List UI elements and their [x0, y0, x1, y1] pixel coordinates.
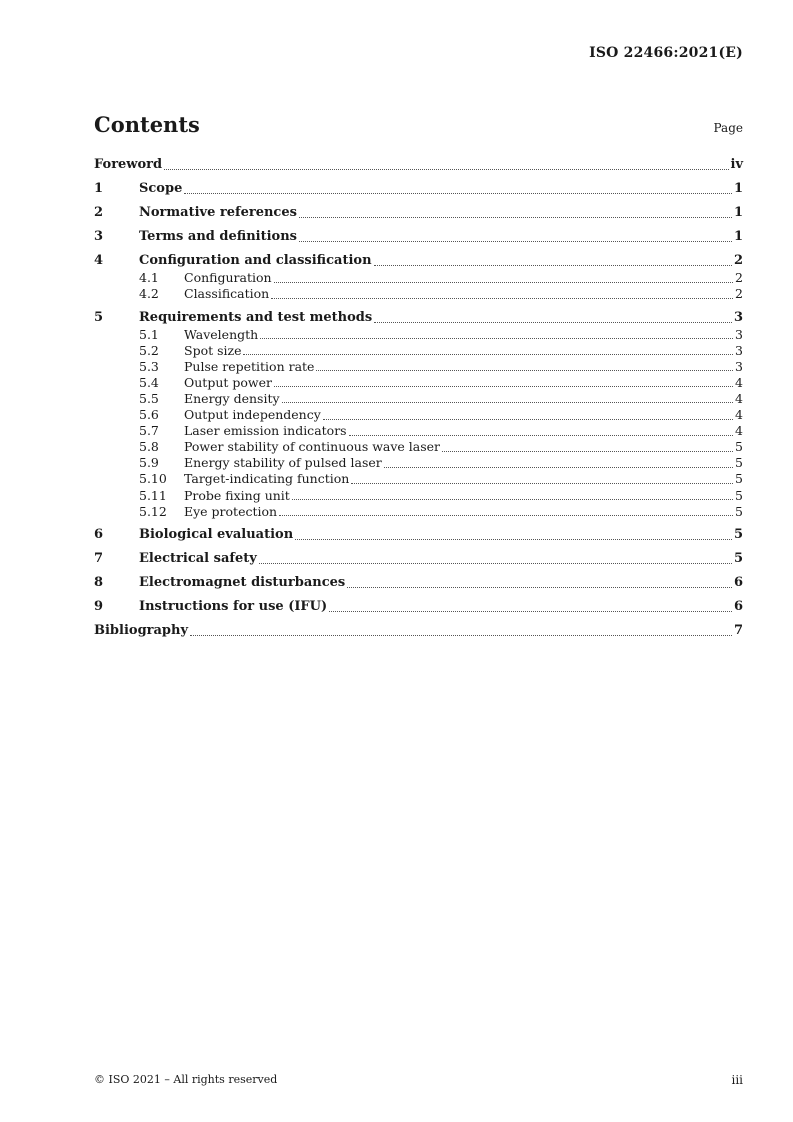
- toc-entry-label: Electrical safety: [139, 551, 257, 567]
- toc-entry-label: Eye protection: [184, 503, 278, 519]
- toc-entry-number: 5.5: [139, 390, 159, 406]
- toc-entry-number: 8: [94, 575, 104, 591]
- toc-entry-page: 4: [735, 423, 743, 439]
- toc-entry[interactable]: [94, 599, 743, 615]
- dot-leader: [190, 634, 732, 636]
- toc-entry-number: 9: [94, 599, 104, 615]
- toc-entry-label: Electromagnet disturbances: [139, 575, 346, 591]
- toc-entry[interactable]: [94, 408, 743, 423]
- toc-entry[interactable]: [94, 376, 743, 391]
- toc-entry-page: 2: [735, 270, 743, 285]
- toc-entry-page: 2: [735, 286, 743, 302]
- toc-entry-label: Terms and definitions: [139, 229, 297, 244]
- toc-entry-page: 3: [735, 358, 743, 374]
- toc-entry-number: 4.2: [139, 286, 159, 302]
- toc-entry-label: Output independency: [184, 407, 321, 423]
- toc-entry[interactable]: [94, 253, 743, 269]
- toc-entry-number: 4: [94, 253, 104, 268]
- contents-title: Contents: [94, 112, 200, 137]
- dot-leader: [299, 216, 732, 218]
- toc-entry[interactable]: [94, 623, 743, 639]
- toc-entry[interactable]: [94, 527, 743, 543]
- toc-entry[interactable]: [94, 287, 743, 302]
- dot-leader: [347, 586, 732, 588]
- toc-entry-number: 5: [94, 309, 104, 325]
- toc-entry-page: 5: [733, 551, 743, 567]
- dot-leader: [282, 401, 734, 403]
- toc-entry-number: 5.1: [139, 326, 159, 342]
- toc-entry-label: Classification: [184, 286, 270, 302]
- toc-entry-page: 5: [735, 503, 743, 519]
- toc-entry[interactable]: [94, 440, 743, 455]
- table-of-contents: [94, 153, 743, 639]
- toc-entry-page: 5: [735, 487, 743, 503]
- toc-entry-number: 5.12: [139, 503, 167, 519]
- toc-entry-label: Spot size: [184, 342, 242, 358]
- toc-entry-label: Output power: [184, 374, 272, 390]
- toc-entry-number: 5.6: [139, 407, 159, 423]
- toc-entry[interactable]: [94, 360, 743, 375]
- page-footer: [94, 1073, 743, 1087]
- dot-leader: [271, 297, 733, 299]
- toc-entry-label: Power stability of continuous wave laser: [184, 439, 441, 455]
- toc-entry[interactable]: [94, 271, 743, 286]
- dot-leader: [299, 240, 732, 242]
- toc-entry-page: 5: [735, 439, 743, 455]
- dot-leader: [164, 168, 728, 170]
- dot-leader: [292, 498, 733, 500]
- toc-entry[interactable]: [94, 392, 743, 407]
- toc-entry-number: 5.10: [139, 471, 167, 487]
- toc-entry-number: 5.7: [139, 423, 159, 439]
- toc-entry-number: 1: [94, 181, 104, 196]
- dot-leader: [243, 353, 733, 355]
- dot-leader: [442, 450, 733, 452]
- toc-entry-label: Requirements and test methods: [139, 309, 373, 325]
- toc-entry-number: 2: [94, 205, 104, 220]
- toc-entry-label: Laser emission indicators: [184, 423, 347, 439]
- toc-entry-number: 5.9: [139, 455, 159, 471]
- toc-entry-number: 4.1: [139, 270, 159, 285]
- toc-entry-page: 5: [735, 471, 743, 487]
- toc-entry-page: iv: [730, 157, 743, 172]
- toc-entry-page: 1: [733, 181, 743, 196]
- dot-leader: [323, 418, 733, 420]
- toc-entry-page: 2: [733, 253, 743, 268]
- dot-leader: [184, 192, 732, 194]
- toc-entry-label: Target-indicating function: [184, 471, 350, 487]
- dot-leader: [295, 538, 732, 540]
- toc-entry-page: 1: [733, 229, 743, 244]
- toc-entry-label: Foreword: [94, 157, 163, 172]
- toc-entry[interactable]: [94, 229, 743, 245]
- dot-leader: [329, 610, 732, 612]
- dot-leader: [274, 385, 733, 387]
- toc-entry[interactable]: [94, 181, 743, 197]
- toc-entry-number: 5.8: [139, 439, 159, 455]
- toc-entry-page: 5: [735, 455, 743, 471]
- dot-leader: [274, 281, 733, 283]
- toc-entry-label: Probe fixing unit: [184, 487, 290, 503]
- toc-entry-number: 7: [94, 551, 104, 567]
- toc-entry-number: 5.11: [139, 487, 167, 503]
- toc-entry-label: Pulse repetition rate: [184, 358, 315, 374]
- toc-entry-page: 6: [733, 575, 743, 591]
- toc-entry[interactable]: [94, 472, 743, 487]
- toc-entry[interactable]: [94, 505, 743, 520]
- dot-leader: [260, 337, 733, 339]
- toc-entry-page: 4: [735, 390, 743, 406]
- toc-entry-label: Normative references: [139, 205, 297, 220]
- dot-leader: [374, 321, 732, 323]
- toc-entry-number: 6: [94, 527, 104, 543]
- toc-entry-page: 4: [735, 374, 743, 390]
- page-number: iii: [731, 1073, 743, 1087]
- toc-entry[interactable]: [94, 551, 743, 567]
- toc-entry[interactable]: [94, 424, 743, 439]
- contents-heading-row: [94, 112, 743, 137]
- toc-entry-label: Configuration and classification: [139, 253, 372, 268]
- toc-entry[interactable]: [94, 344, 743, 359]
- toc-entry[interactable]: [94, 157, 743, 173]
- toc-entry[interactable]: [94, 328, 743, 343]
- toc-entry-label: Energy density: [184, 390, 280, 406]
- toc-entry-page: 3: [733, 309, 743, 325]
- page-column-label: Page: [713, 121, 743, 135]
- toc-entry-page: 6: [733, 599, 743, 615]
- toc-entry-number: 3: [94, 229, 104, 244]
- toc-entry[interactable]: [94, 310, 743, 326]
- toc-entry-label: Bibliography: [94, 623, 189, 639]
- toc-entry[interactable]: [94, 205, 743, 221]
- dot-leader: [351, 482, 733, 484]
- copyright-notice: © ISO 2021 – All rights reserved: [94, 1073, 278, 1086]
- toc-entry-page: 7: [733, 623, 743, 639]
- dot-leader: [279, 514, 733, 516]
- toc-entry-number: 5.2: [139, 342, 159, 358]
- toc-entry[interactable]: [94, 575, 743, 591]
- toc-entry-number: 5.3: [139, 358, 159, 374]
- toc-entry-label: Biological evaluation: [139, 527, 294, 543]
- toc-entry-page: 3: [735, 326, 743, 342]
- toc-entry[interactable]: [94, 456, 743, 471]
- document-id: ISO 22466:2021(E): [589, 45, 743, 61]
- dot-leader: [316, 369, 733, 371]
- toc-entry-label: Wavelength: [184, 326, 259, 342]
- dot-leader: [384, 466, 733, 468]
- toc-entry-page: 4: [735, 407, 743, 423]
- toc-entry-label: Configuration: [184, 270, 272, 285]
- dot-leader: [259, 562, 732, 564]
- toc-entry-label: Instructions for use (IFU): [139, 599, 328, 615]
- toc-entry-label: Scope: [139, 181, 183, 196]
- toc-entry-number: 5.4: [139, 374, 159, 390]
- dot-leader: [374, 264, 732, 266]
- toc-entry-label: Energy stability of pulsed laser: [184, 455, 382, 471]
- toc-entry-page: 3: [735, 342, 743, 358]
- dot-leader: [349, 434, 733, 436]
- toc-entry-page: 1: [733, 205, 743, 220]
- toc-entry[interactable]: [94, 489, 743, 504]
- toc-entry-page: 5: [733, 527, 743, 543]
